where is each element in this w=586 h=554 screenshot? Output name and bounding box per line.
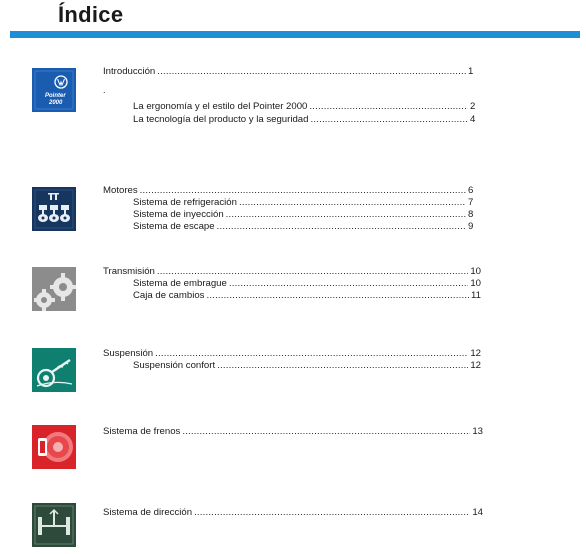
leader-dots xyxy=(229,278,468,289)
toc-entry-label: Sistema de refrigeración xyxy=(133,197,237,208)
leader-dots xyxy=(217,360,468,371)
page-number: 4 xyxy=(470,114,476,125)
pointer-2000-logo-icon xyxy=(32,68,76,112)
leader-dots xyxy=(194,507,470,518)
toc-entry-label: Sistema de escape xyxy=(133,221,215,232)
stray-mark: . xyxy=(103,85,106,95)
toc-heading-label: Sistema de frenos xyxy=(103,426,181,437)
page-number: 13 xyxy=(472,426,483,437)
toc-heading-label: Transmisión xyxy=(103,266,155,277)
toc-heading-label: Suspensión xyxy=(103,348,154,359)
leader-dots xyxy=(309,101,468,112)
toc-heading-motores[interactable] xyxy=(103,185,478,196)
toc-heading-frenos[interactable] xyxy=(103,426,483,437)
leader-dots xyxy=(217,221,466,232)
page-number: 7 xyxy=(468,197,474,208)
page-title: Índice xyxy=(58,2,124,27)
logo-text-line-2: 2000 xyxy=(49,100,63,106)
title-rule xyxy=(10,31,580,38)
gears-icon xyxy=(32,267,76,311)
toc-entry-label: La tecnología del producto y la seguridad xyxy=(133,114,309,125)
suspension-spring-icon xyxy=(32,348,76,392)
leader-dots xyxy=(157,266,468,277)
toc-heading-transmision[interactable] xyxy=(103,266,481,277)
toc-entry[interactable] xyxy=(133,114,480,125)
toc-entry[interactable] xyxy=(133,278,481,289)
leader-dots xyxy=(157,66,466,77)
toc-entry-label: Caja de cambios xyxy=(133,290,205,301)
toc-heading-introduccion[interactable] xyxy=(103,66,478,77)
leader-dots xyxy=(239,197,466,208)
toc-entry[interactable] xyxy=(133,360,481,371)
toc-entry-label: Sistema de inyección xyxy=(133,209,224,220)
toc-entry-label: Suspensión confort xyxy=(133,360,216,371)
leader-dots xyxy=(310,114,468,125)
toc-heading-label: Introducción xyxy=(103,66,156,77)
brake-disc-icon xyxy=(32,425,76,469)
toc-entry-label: La ergonomía y el estilo del Pointer 2000 xyxy=(133,101,308,112)
steering-icon xyxy=(32,503,76,547)
toc-heading-label: Motores xyxy=(103,185,138,196)
toc-heading-direccion[interactable] xyxy=(103,507,483,518)
logo-text-line-1: Pointer xyxy=(45,93,66,99)
page-number: 10 xyxy=(470,278,481,289)
leader-dots xyxy=(155,348,468,359)
page-number: 1 xyxy=(468,66,474,77)
page-number: 12 xyxy=(470,360,481,371)
leader-dots xyxy=(206,290,469,301)
page-number: 11 xyxy=(471,290,481,301)
page-number: 10 xyxy=(470,266,481,277)
toc-heading-label: Sistema de dirección xyxy=(103,507,193,518)
toc-entry[interactable] xyxy=(133,221,478,232)
toc-heading-suspension[interactable] xyxy=(103,348,481,359)
leader-dots xyxy=(226,209,466,220)
page-number: 2 xyxy=(470,101,476,112)
toc-entry[interactable] xyxy=(133,209,478,220)
page-number: 8 xyxy=(468,209,474,220)
page-number: 9 xyxy=(468,221,474,232)
page-number: 14 xyxy=(472,507,483,518)
engine-pistons-icon xyxy=(32,187,76,231)
leader-dots xyxy=(182,426,470,437)
leader-dots xyxy=(140,185,466,196)
toc-entry[interactable] xyxy=(133,197,478,208)
page-number: 6 xyxy=(468,185,474,196)
toc-entry[interactable] xyxy=(133,101,480,112)
toc-entry-label: Sistema de embrague xyxy=(133,278,227,289)
page-number: 12 xyxy=(470,348,481,359)
toc-entry[interactable] xyxy=(133,290,481,301)
